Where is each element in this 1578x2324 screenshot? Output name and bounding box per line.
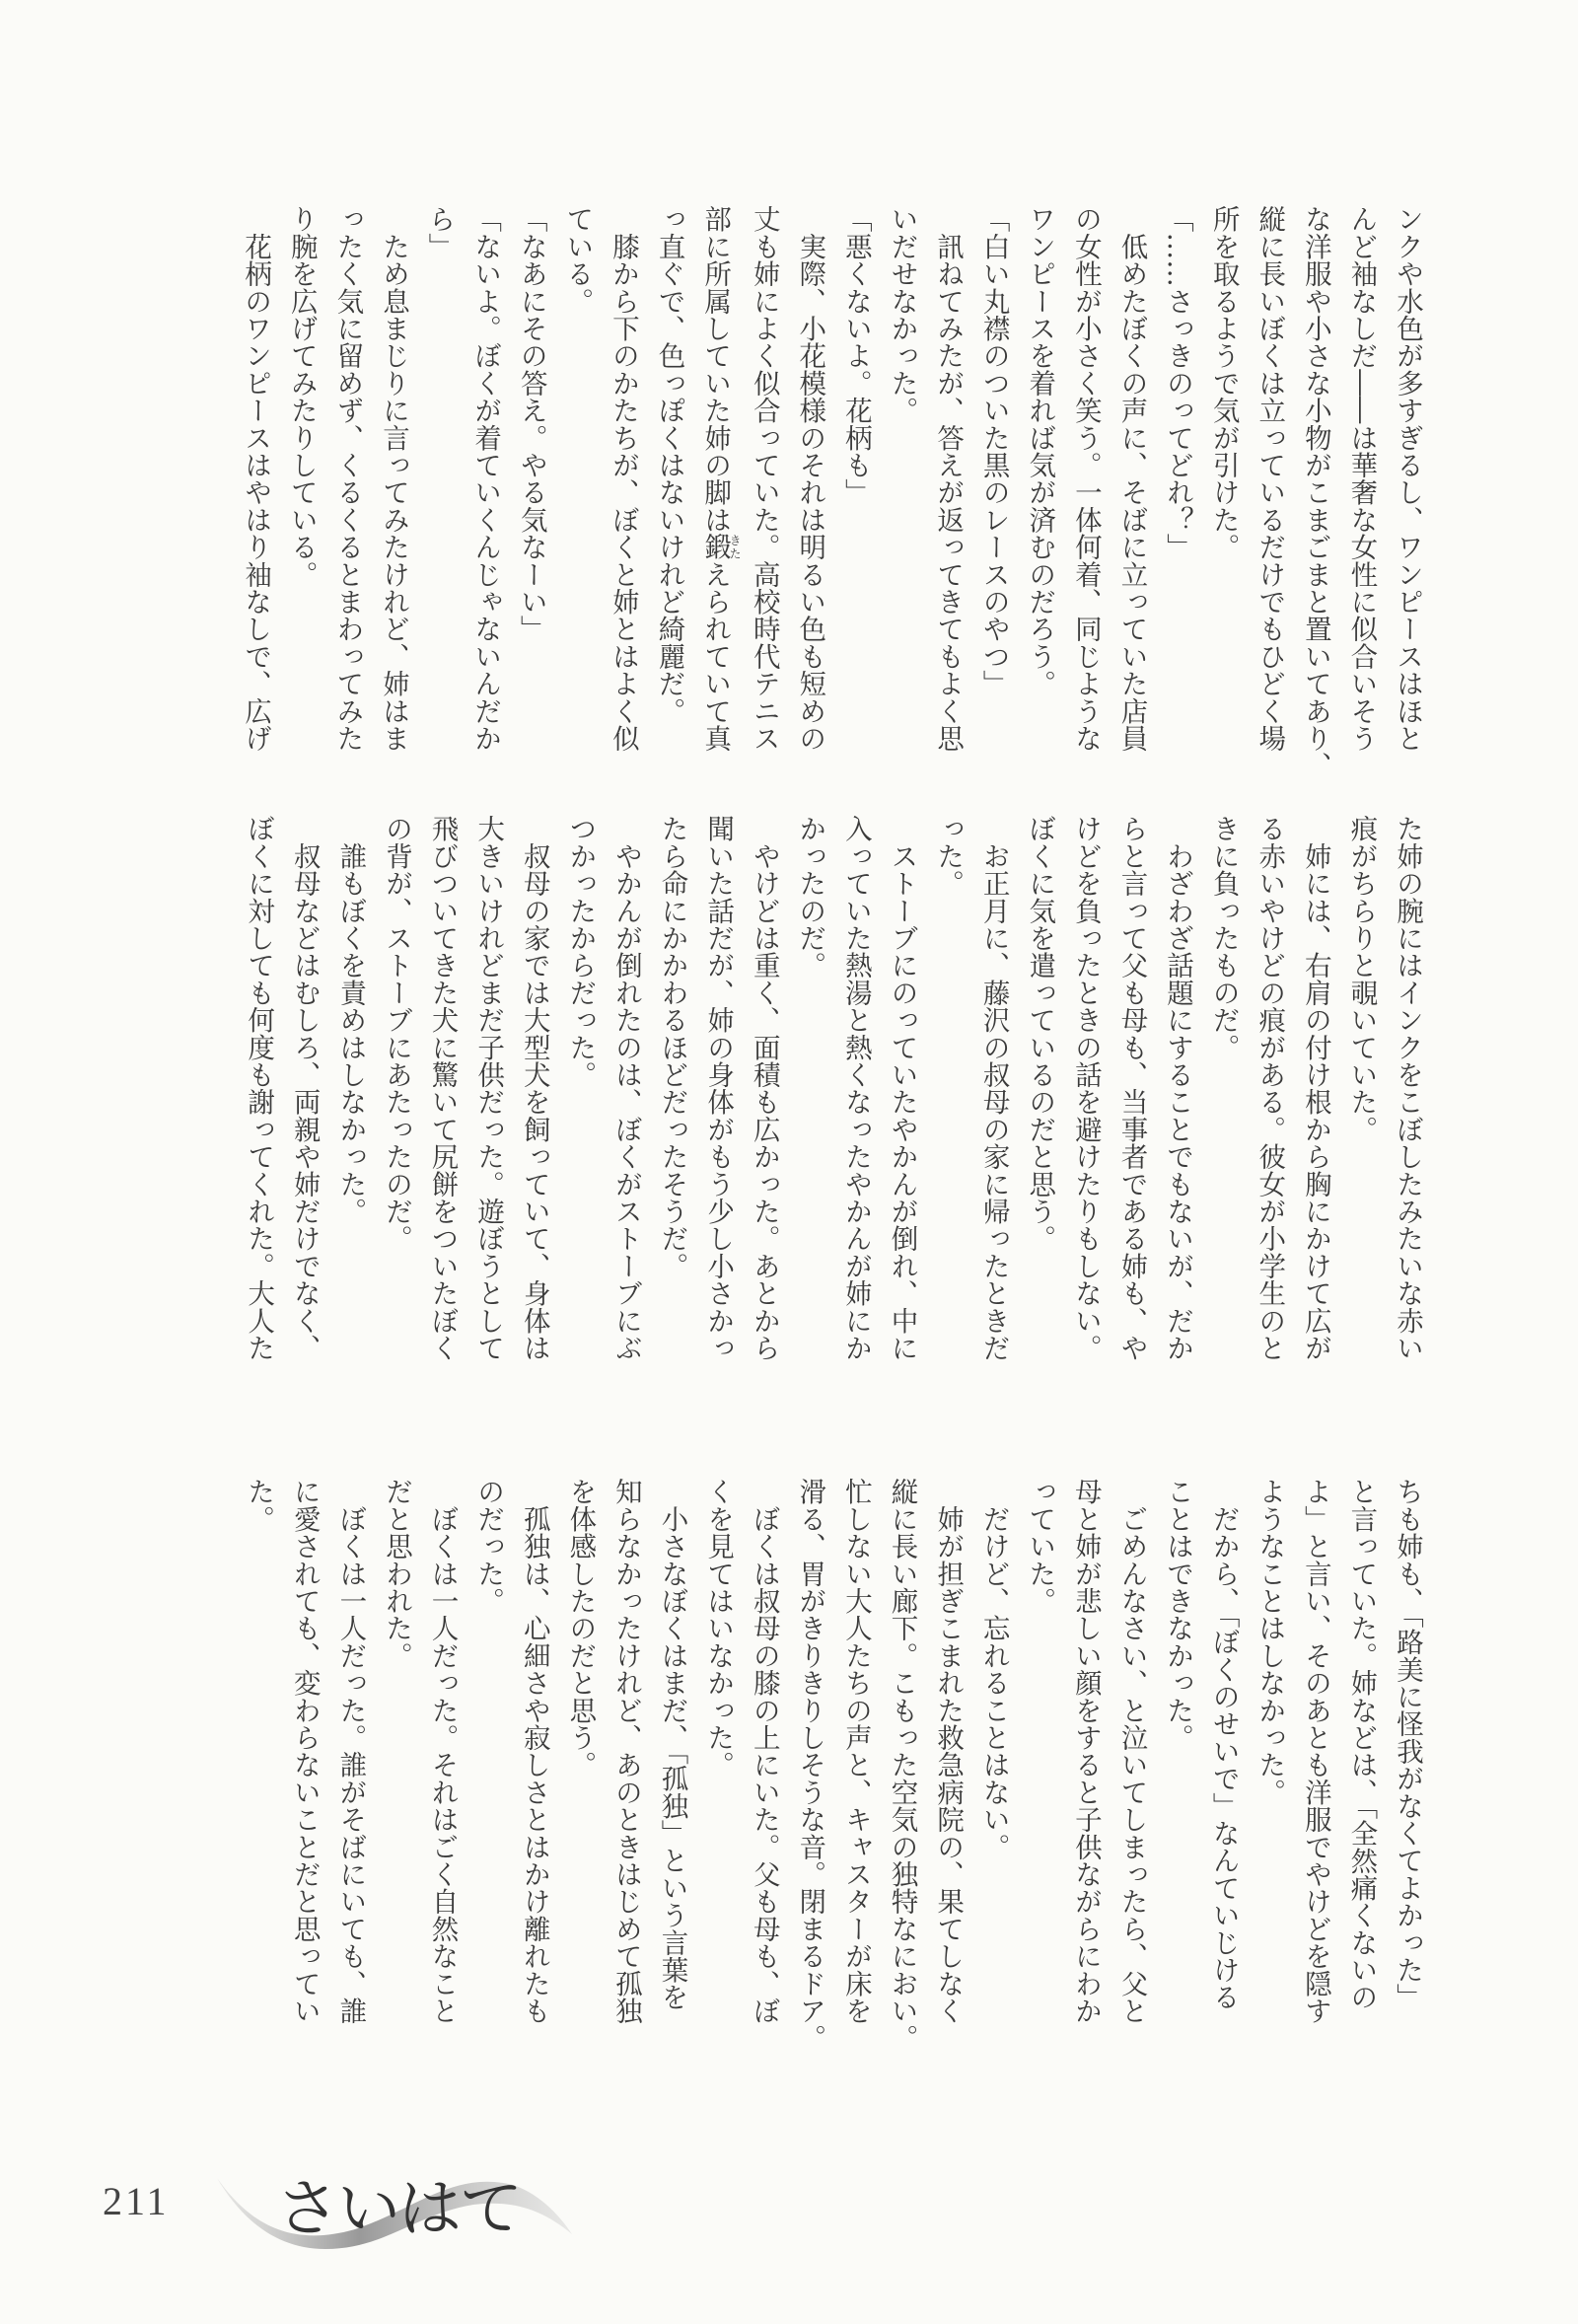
text-line: った。 (932, 815, 965, 898)
text-line: 丈も姉によく似合っていた。高校時代テニス (748, 205, 780, 752)
text-line: る赤いやけどの痕がある。彼女が小学生のと (1254, 815, 1286, 1361)
text-line: 姉が担ぎこまれた救急病院の、果てしなく (932, 1478, 965, 2024)
text-line: いだせなかった。 (886, 205, 918, 424)
text-line: ぼくは一人だった。誰がそばにいても、誰 (334, 1478, 367, 2024)
logo-text: さいはて (276, 2173, 521, 2246)
text-line: けどを負ったときの話を避けたりもしない。 (1069, 815, 1102, 1361)
ruby-annotation (699, 533, 743, 561)
text-line: 聞いた話だが、姉の身体がもう少し小さかっ (702, 815, 735, 1361)
text-line: 訊ねてみたが、答えが返ってきてもよく思 (932, 205, 965, 752)
text-line: だけど、忘れることはない。 (977, 1478, 1010, 1860)
text-line: 母と姉が悲しい顔をすると子供ながらにわか (1069, 1478, 1102, 2024)
text-line: やかんが倒れたのは、ぼくがストーブにぶ (610, 815, 642, 1361)
text-line: 「悪くないよ。花柄も」 (839, 205, 872, 506)
text-line: だから、「ぼくのせいで」なんていじける (1207, 1478, 1240, 2011)
text-line: ため息まじりに言ってみたけれど、姉はま (377, 205, 409, 752)
text-line: を体感したのだと思う。 (564, 1478, 597, 1779)
text-line: ぼくに気を遣っているのだと思う。 (1024, 815, 1056, 1253)
text-line: 小さなぼくはまだ、「孤独」という言葉を (656, 1478, 688, 2011)
text-line (692, 205, 742, 777)
text-line: お正月に、藤沢の叔母の家に帰ったときだ (977, 815, 1010, 1361)
text-line: だと思われた。 (380, 1478, 412, 1669)
text-line: 所を取るようで気が引けた。 (1207, 205, 1240, 561)
text-line: つかったからだった。 (564, 815, 597, 1088)
line-text: えられていて真 (699, 560, 732, 753)
text-line: 実際、小花模様のそれは明るい色も短めの (794, 205, 826, 752)
text-line: 縦に長い廊下。こもった空気の独特なにおい。 (886, 1478, 918, 2052)
text-line: ったく気に留めず、くるくるとまわってみた (331, 205, 364, 752)
text-line: のだった。 (472, 1478, 505, 1615)
text-line: 忙しない大人たちの声と、キャスターが床を (839, 1478, 872, 2024)
text-line: んど袖なしだ――は華奢な女性に似合いそう (1345, 205, 1378, 752)
text-block-bottom (236, 1478, 1430, 2109)
line-text: 部に所属していた姉の脚は (699, 205, 732, 534)
text-line: くを見てはいなかった。 (702, 1478, 735, 1779)
text-line: ことはできなかった。 (1162, 1478, 1194, 1751)
text-line: 滑る、胃がきりきりしそうな音。閉まるドア。 (794, 1478, 826, 2052)
text-line: 「……さっきのってどれ？」 (1162, 205, 1194, 561)
text-line: の背が、ストーブにあたったのだ。 (380, 815, 412, 1253)
text-line: 「白い丸襟のついた黒のレースのやつ」 (977, 205, 1010, 697)
text-line: に愛されても、変わらないことだと思ってい (288, 1478, 321, 2024)
title-logo (217, 2150, 572, 2259)
text-line: 花柄のワンピースはやはり袖なしで、広げ (240, 205, 272, 752)
text-line: ら」 (423, 205, 456, 260)
text-line: ぼくは叔母の膝の上にいた。父も母も、ぼ (748, 1478, 780, 2024)
text-line: ンクや水色が多すぎるし、ワンピースはほと (1392, 205, 1423, 752)
text-line: よ」と言い、そのあとも洋服でやけどを隠す (1299, 1478, 1331, 2024)
text-block-top (233, 205, 1430, 777)
text-line: ごめんなさい、と泣いてしまったら、父と (1115, 1478, 1148, 2024)
text-line: 知らなかったけれど、あのときはじめて孤独 (610, 1478, 642, 2024)
text-line: 大きいけれどまだ子供だった。遊ぼうとして (472, 815, 505, 1361)
text-line: かったのだ。 (794, 815, 826, 980)
text-line: たら命にかかわるほどだったそうだ。 (656, 815, 688, 1279)
text-line: 誰もぼくを責めはしなかった。 (334, 815, 367, 1225)
text-line: た姉の腕にはインクをこぼしたみたいな赤い (1392, 815, 1423, 1361)
text-line: ワンピースを着れば気が済むのだろう。 (1024, 205, 1056, 697)
text-line: らと言って父も母も、当事者である姉も、や (1115, 815, 1148, 1361)
text-line: と言っていた。姉などは、「全然痛くないの (1345, 1478, 1378, 2011)
text-line: っていた。 (1024, 1478, 1056, 1615)
page-number: 211 (103, 2179, 170, 2223)
text-line: た。 (243, 1478, 275, 1533)
text-line: の女性が小さく笑う。一体何着、同じような (1069, 205, 1102, 752)
ruby-text: きた (728, 533, 743, 561)
text-line: 「ないよ。ぼくが着ていくんじゃないんだか (469, 205, 502, 752)
text-line: っ直ぐで、色っぽくはないけれど綺麗だ。 (653, 205, 685, 725)
text-line: きに負ったものだ。 (1207, 815, 1240, 1061)
text-line: 飛びついてきた犬に驚いて尻餅をついたぼく (426, 815, 459, 1361)
text-line: 縦に長いぼくは立っているだけでもひどく場 (1254, 205, 1286, 752)
text-line: ちも姉も、「路美に怪我がなくてよかった」 (1392, 1478, 1423, 2011)
text-line: ぼくに対しても何度も謝ってくれた。大人た (243, 815, 275, 1361)
text-line: 姉には、右肩の付け根から胸にかけて広が (1299, 815, 1331, 1361)
text-line: り腕を広げてみたりしている。 (285, 205, 318, 588)
text-line: な洋服や小さな小物がこまごまと置いてあり、 (1299, 205, 1331, 779)
text-line: やけどは重く、面積も広かった。あとから (748, 815, 780, 1361)
text-line: ストーブにのっていたやかんが倒れ、中に (886, 815, 918, 1361)
text-line: 入っていた熱湯と熱くなったやかんが姉にか (839, 815, 872, 1361)
text-line: 孤独は、心細さや寂しさとはかけ離れたも (518, 1478, 550, 2024)
text-line: 痕がちらりと覗いていた。 (1345, 815, 1378, 1143)
text-line: 「なあにその答え。やる気なーい」 (515, 205, 547, 643)
text-line: ぼくは一人だった。それはごく自然なこと (426, 1478, 459, 2024)
text-line: 叔母などはむしろ、両親や姉だけでなく、 (288, 815, 321, 1361)
text-line: ている。 (561, 205, 594, 315)
ruby-base: 鍛 (699, 533, 732, 561)
text-line: ようなことはしなかった。 (1254, 1478, 1286, 1806)
text-block-middle (236, 815, 1430, 1446)
text-line: 叔母の家では大型犬を飼っていて、身体は (518, 815, 550, 1361)
text-line: わざわざ話題にすることでもないが、だか (1162, 815, 1194, 1361)
text-line: 低めたぼくの声に、そばに立っていた店員 (1115, 205, 1148, 752)
text-line: 膝から下のかたちが、ぼくと姉とはよく似 (607, 205, 639, 752)
